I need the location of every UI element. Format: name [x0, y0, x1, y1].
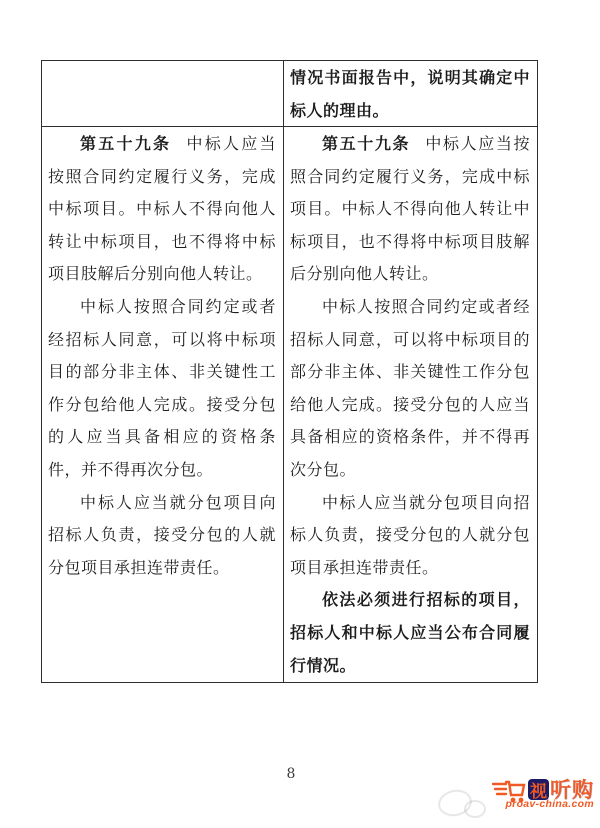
faint-stamp-ghost-small: [464, 800, 486, 818]
table-cell-row1-left-empty: [42, 61, 284, 127]
article-paragraph-1: [290, 129, 530, 292]
site-url-text: proav-china.com: [505, 798, 594, 810]
article-number: 第五十九条: [80, 136, 172, 153]
watermark-block: [426, 772, 596, 824]
article-paragraph-3: 中标人应当就分包项目向招标人负责，接受分包的人就分包项目承担连带责任。: [48, 494, 276, 577]
page-number: 8: [286, 766, 296, 782]
article-paragraph-4-new-clause: 依法必须进行招标的项目，招标人和中标人应当公布合同履行情况。: [290, 592, 530, 675]
logo-remaining-chars: 听购: [550, 779, 594, 802]
article-paragraph-1-text: 中标人应当按照合同约定履行义务，完成中标项目。中标人不得向他人转让中标项目，也不得将中标项目肢解后分别向他人转让。: [48, 136, 276, 284]
amended-text-continuation: 情况书面报告中，说明其确定中标人的理由。: [290, 70, 530, 120]
comparison-table: [41, 60, 538, 683]
table-cell-row2-right-amended-article: [284, 127, 537, 682]
table-cell-row2-left-original-article: [42, 127, 284, 682]
article-paragraph-2: 中标人按照合同约定或者经招标人同意，可以将中标项目的部分非主体、非关键性工作分包给他人完成。接受分包的人应当具备相应的资格条件，并不得再次分包。: [290, 298, 530, 479]
article-paragraph-3: 中标人应当就分包项目向招标人负责，接受分包的人就分包项目承担连带责任。: [290, 494, 530, 577]
article-number: 第五十九条: [322, 136, 411, 153]
table-cell-row1-right: [284, 61, 537, 127]
article-paragraph-2: 中标人按照合同约定或者经招标人同意，可以将中标项目的部分非主体、非关键性工作分包给他人完成。接受分包的人应当具备相应的资格条件，并不得再次分包。: [48, 298, 276, 479]
logo-first-char-badge: 视: [528, 779, 549, 800]
article-paragraph-1: [48, 129, 276, 292]
article-paragraph-1-text: 中标人应当按照合同约定履行义务，完成中标项目。中标人不得向他人转让中标项目，也不得将中标项目肢解后分别向他人转让。: [290, 136, 530, 284]
